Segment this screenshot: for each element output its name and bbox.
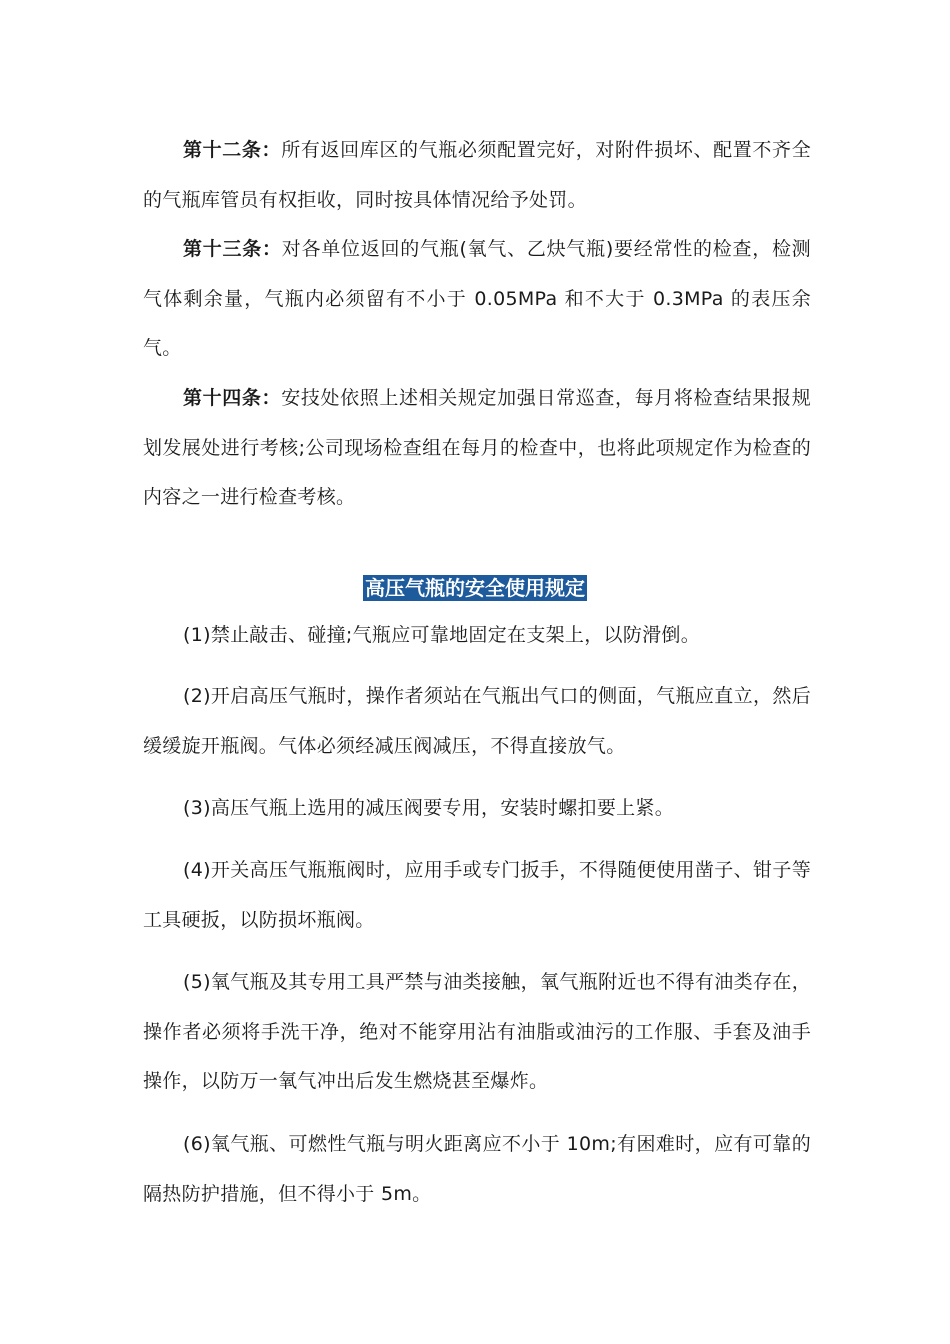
rule-item-5: (5)氧气瓶及其专用工具严禁与油类接触，氧气瓶附近也不得有油类存在，操作者必须将手洗干净，绝对不能穿用沾有油脂或油污的工作服、手套及油手操作，以防万一氧气冲出后发生燃烧甚至爆炸。 [143,971,811,1092]
rule-item-3: (3)高压气瓶上选用的减压阀要专用，安装时螺扣要上紧。 [183,797,675,819]
section-title-text: 高压气瓶的安全使用规定 [365,576,585,600]
article-text: 对各单位返回的气瓶(氧气、乙炔气瓶)要经常性的检查，检测气体剩余量，气瓶内必须留有不小于 0.05MPa 和不大于 0.3MPa 的表压余气。 [143,238,811,359]
section-title [0,573,950,601]
article-14 [143,374,811,523]
article-text: 所有返回库区的气瓶必须配置完好，对附件损坏、配置不齐全的气瓶库管员有权拒收，同时按具体情况给予处罚。 [143,139,811,211]
article-text: 安技处依照上述相关规定加强日常巡查，每月将检查结果报规划发展处进行考核;公司现场检查组在每月的检查中，也将此项规定作为检查的内容之一进行检查考核。 [143,387,811,508]
article-13 [143,225,811,374]
article-label: 第十四条： [183,387,282,409]
article-12 [143,126,811,225]
article-label: 第十二条： [183,139,282,161]
rule-item-1: (1)禁止敲击、碰撞;气瓶应可靠地固定在支架上，以防滑倒。 [183,624,701,646]
rule-item-2: (2)开启高压气瓶时，操作者须站在气瓶出气口的侧面，气瓶应直立，然后缓缓旋开瓶阀。气体必须经减压阀减压，不得直接放气。 [143,685,811,757]
rule-item-6: (6)氧气瓶、可燃性气瓶与明火距离应不小于 10m;有困难时，应有可靠的隔热防护措施，但不得小于 5m。 [143,1133,811,1205]
article-label: 第十三条： [183,238,282,260]
rule-item-4: (4)开关高压气瓶瓶阀时，应用手或专门扳手，不得随便使用凿子、钳子等工具硬扳，以防损坏瓶阀。 [143,859,811,931]
